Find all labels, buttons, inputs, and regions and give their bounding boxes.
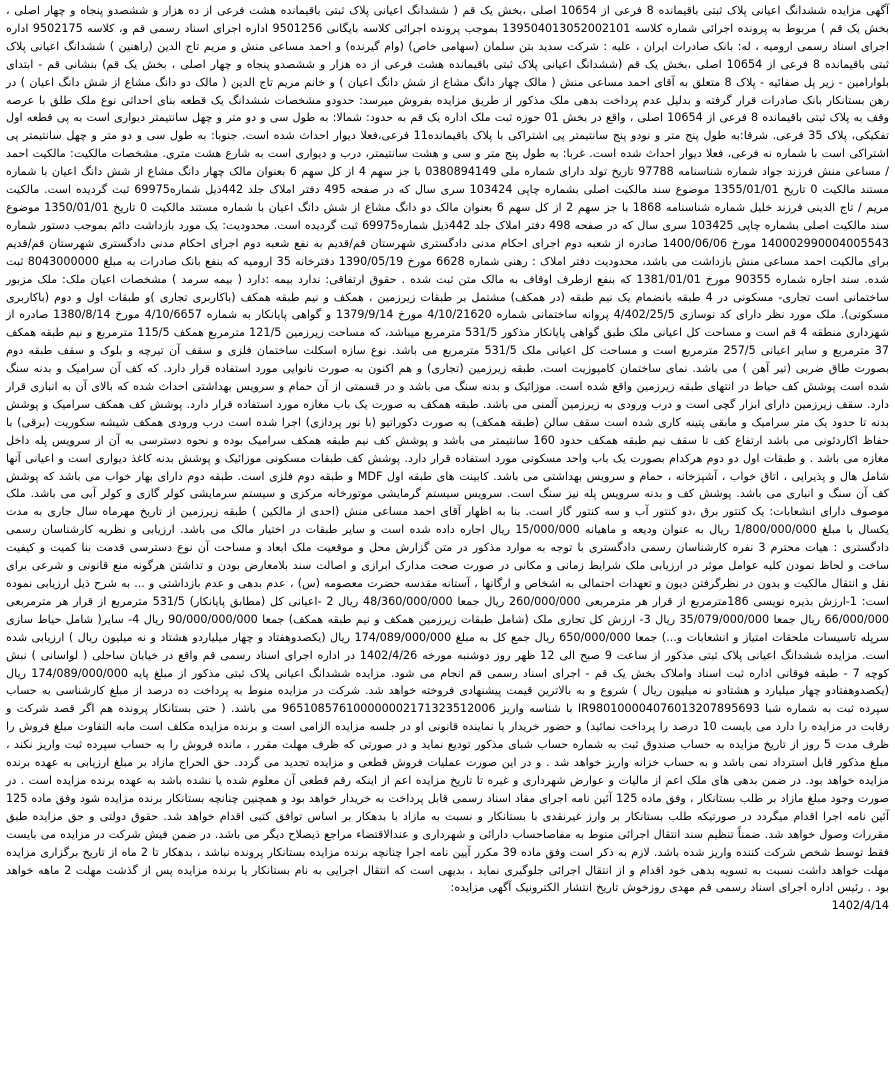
auction-notice [6, 2, 889, 1069]
notice-body-text: آگهی مزایده ششدانگ اعیانی پلاک ثبتی باقیمانده 8 فرعی از 10654 اصلی ،بخش یک قم ( ششدانگ اعیانی پلاک ثبتی باقیمانده هشت فرعی از ده هزار و ششصدو پنجاه و چهار اصلی ، بخش یک قم ) مربوط به پرونده اجرائی شماره کلاسه 139504013052002101 بموجب پرونده اجرائی کلاسه بایگانی 9501256 اداره اجرای اسناد رسمی قم و، کلاسه 9502175 اداره اجرای اسناد رسمی ارومیه ، له: بانک صادرات ایران ، علیه : شرکت سدید بتن سلمان (سهامی خاص) (وام گیرنده) و احمد مساعی منش و مریم تاج الدین (راهنین ) ششدانگ اعیانی پلاک ثبتی باقیمانده 8 فرعی از 10654 اصلی ،بخش یک قم (ششدانگ اعیانی پلاک ثبتی باقیمانده هشت فرعی از ده هزار و ششصدو پنجاه و چهار اصلی ، بخش یک قم) بنشانی قم - ابتدای بلوارامین - زیر پل صفائیه - پلاک 8 متعلق به آقای احمد مساعی منش ( مالک چهار دانگ مشاع از شش دانگ اعیان ) و خانم مریم تاج الدین ( مالک دو دانگ مشاع از شش دانگ اعیان ) در رهن بستانکار بانک صادرات قرار گرفته و بدلیل عدم پرداخت بدهی ملک مذکور از طریق مزایده بفروش میرسد: حدودو مشخصات ششدانگ یک قطعه بنای احداثی نوع ملک طلق با عرصه وقف به پلاک ثبتی باقیمانده 8 فرعی از 10654 اصلی ، واقع در بخش 01 حوزه ثبت ملک اداره یک قم به حدود: شمالا: به طول سی و دو متر و چهل سانتیمتر دیواری است به پی قطعه اول تفکیکی، پلاک 35 فرعی. شرقا:به طول پنج متر و نودو پنج سانتیمتر پی اشتراکی با پلاک باقیمانده11 فرعی،فعلا دیوار احداث شده است. جنوبا: به طول سی و دو متر و چهل سانتیمتر پی اشتراکی است با شماره نه فرعی، فعلا دیوار احداث شده است. غربا: به طول پنج متر و سی و هشت سانتیمتر، درب و دیواری است به شارع هشت متری. مشخصات مالکیت: مالکیت احمد / مساعی منش فرزند جواد شماره شناسنامه 97788 تاریخ تولد دارای شماره ملی 0380894149 با جز سهم 4 از کل سهم 6 بعنوان مالک چهار دانگ مشاع از شش دانگ اعیان با شماره مستند مالکیت 0 تاریخ 1355/01/01 موضوع سند مالکیت اصلی بشماره چاپی 103424 سری سال که در صفحه 495 دفتر املاک جلد 442ذیل شماره69975 ثبت گردیده است. مالکیت مریم / تاج الدینی فرزند خلیل شماره شناسنامه 1868 با جز سهم 2 از کل سهم 6 بعنوان مالک دو دانگ مشاع از شش دانگ اعیان با شماره مستند مالکیت 0 تاریخ 1350/01/01 موضوع سند مالکیت اصلی بشماره چاپی 103425 سری سال که در صفحه 498 دفتر املاک جلد 442ذیل شماره69975 ثبت گردیده است. محدودیت: یک مورد بازداشت دائم بموجب دستور شماره 140002990004005543 مورخ 1400/06/06 صادره از شعبه دوم اجرای احکام مدنی دادگستری شهرستان قم/قدیم به نفع شعبه دوم اجرای احکام مدنی دادگستری شهرستان قم/قدیم برای مالکیت احمد مساعی منش بازداشت می باشد، محدودیت دفتر املاک : رهنی شماره 6628 مورخ 1390/05/19 دفترخانه 35 ارومیه که بنفع بانک صادرات به مبلغ 8043000000 ثبت شده. سند اجاره شماره 90355 مورخ 1381/01/01 که بنفع ازطرف اوقاف به مالک متن ثبت شده . حقوق ارتفاقی: ندارد بیمه :دارد ( بیمه سرمد ) مشخصات اعیان ملک: ملک مزبور ساختمانی است تجاری- مسکونی در 4 طبقه بانضمام یک نیم طبقه (در همکف) مشتمل بر طبقات زیرزمین ، همکف و نیم طبقه همکف (باکاربری تجاری )و طبقات اول و دوم (باکاربری مسکونی). ملک مورد نظر دارای کد نوسازی 4/402/25/5 پروانه ساختمانی شماره 4/10/21620 مورخ 1379/9/14 و گواهی پایانکار به شماره 4/10/6657 مورخ 1380/8/14 صادره از شهرداری منطقه 4 قم است و مساحت کل اعیانی ملک طبق گواهی پایانکار مذکور 531/5 مترمربع میباشد، که مساحت زیرزمین 121/5 مترمربع همکف 115/5 مترمربع و نیم طبقه همکف 37 مترمربع و سایر اعیانی 257/5 مترمربع است و مساحت کل اعیانی ملک 531/5 مترمربع می باشد. نوع سازه اسکلت ساختمان فلزی و سقف آن تیرچه و بلوک و سقف طبقه دوم بصورت طاق ضربی (تیر آهن ) می باشد. نمای ساختمان کامپوزیت است. طبقه زیرزمین (تجاری) و هم اکنون به صورت نانوایی مورد استفاده قرار دارد. که کف آن سرامیک و بدنه سنگ شده است پوشش کف حیاط در انتهای طبقه زیرزمین واقع شده است. موزائیک و بدنه سنگ می باشد و در قسمتی از آن حمام و سرویس بهداشتی احداث شده که بالای آن به انباری قرار دارد. سقف زیرزمین دارای ابزار گچی است و درب ورودی به زیرزمین آلمنی می باشد. طبقه همکف به صورت یک باب مغازه مورد استفاده قرار دارد. پوشش کف همکف سرامیک و پوشش بدنه تا حدود یک متر سرامیک و مابقی پتینه کاری شده است سقف سالن (طبقه همکف) به صورت دکوراتیو (با نور پردازی) اجرا شده است درب ورودی همکف شیشه سکوریت (برقی) با حفاظ اکاردئونی می باشد ارتفاع کف تا سقف نیم طبقه همکف حدود 160 سانتیمتر می باشد و پوشش کف نیم طبقه همکف سرامیک بوده و نحوه دسترسی به آن از سرویس پله داخل مغازه می باشد . و طبقات اول دو دوم هرکدام بصورت یک باب واحد مسکونی مورد استفاده قرار دارد. پوشش کف طبقات مسکونی موزائیک و پوشش بدنه کاغذ دیواری است و اعیانی آنها شامل هال و پذیرایی ، اتاق خواب ، آشپزخانه ، حمام و سرویس بهداشتی می باشد. کابینت های طبقه اول MDF و طبقه دوم فلزی است. طبقه دوم دارای بهار خواب می باشد که پوشش کف آن سنگ و انباری می باشد. پوشش کف و بدنه سرویس پله نیز سنگ است. سرویس سیستم گرمایشی موتورخانه مرکزی و سیستم سرمایشی کولر گازی و کولر آبی می باشد. ملک موصوف دارای انشعابات: یک کنتور برق ،دو کنتور آب و سه کنتور گاز است. بنا به اظهار آقای احمد مساعی منش (احدی از مالکین ) طبقه زیرزمین از تاریخ مهرماه سال جاری به مدت یکسال با مبلغ 1/800/000/000 ریال به عنوان ودیعه و ماهیانه 15/000/000 ریال اجاره داده شده است و سایر طبقات در اختیار مالک می باشد. ارزیابی و نظریه کارشناسان رسمی دادگستری : هیات محترم 3 نفره کارشناسان رسمی دادگستری با توجه به موارد مذکور در متن گزارش محل و موقعیت ملک ابعاد و مساحت آن نوع دسترسی قدمت بنا کمیت و کیفیت ساخت و لحاظ نمودن کلیه عوامل موثر در ارزیابی ملک شرایط زمانی و مکانی در صورت صحت مدارک ابرازی و اصالت سند بلامعارض بودن و تداشتن هرگونه منع قانونی و شرعی برای نقل و انتقال مالکیت و بدون در نظرگرفتن دیون و تعهدات احتمالی به اشخاص و ارگانها ، آستانه مقدسه حضرت معصومه (س) ، عدم بدهی و عدم بازداشتی و ... به شرح ذیل ارزیابی نموده است: 1-ارزش بذیره نویسی 186مترمربع از قرار هر مترمربعی 260/000/000 ریال جمعا 48/360/000/000 ریال 2 -اعیانی کل (مطابق پایانکار) 531/5 مترمربع از قرار هر مترمربعی 66/000/000 ریال جمعا 35/079/000/000 ریال 3- ارزش کل تجاری ملک (شامل طبقات زیرزمین همکف و نیم طبقه همکف) جمعا 90/000/000/000 ریال 4- سایر( شامل حیاط سازی سرپله تاسیسات ملحقات امتیاز و انشعابات و...) جمعا 650/000/000 ریال جمع کل به مبلغ 174/089/000/000 ریال (یکصدوهفتاد و چهار میلیاردو هشتاد و نه میلیون ریال ) ارزیابی شده است. مزایده ششدانگ اعیانی پلاک ثبتی مذکور از ساعت 9 صبح الی 12 ظهر روز دوشنبه مورخه 1402/4/26 در اداره اجرای اسناد رسمی قم واقع در خیابان ساحلی ( لواسانی ) نبش کوچه 7 - طبقه فوقانی اداره ثبت اسناد واملاک بخش یک قم - اجرای اسناد رسمی قم انجام می شود. مزایده ششدانگ اعیانی پلاک ثبتی مذکور از مبلغ پایه 174/089/000/000 ریال (یکصدوهفتادو چهار میلیارد و هشتادو نه میلیون ریال ) شروع و به بالاترین قیمت پیشنهادی فروخته خواهد شد. شرکت در مزایده منوط به پرداخت ده درصد از مبلغ کارشناسی به حساب سپرده ثبت به شماره شبا IR980100004076013207895693 با شناسه واریز 965108576100000002171323512006 می باشد. ( حتی بستانکار پرونده هم اگر قصد شرکت و رقابت در مزایده را دارد می بایست 10 درصد را پرداخت نمائید) و حضور خریدار یا نماینده قانونی او در جلسه مزایده الزامی است و برنده مزایده مکلف است مابه التفاوت مبلغ فروش را ظرف مدت 5 روز از تاریخ مزایده به حساب صندوق ثبت به شماره حساب شبای مذکور تودیع نماید و در صورتی که ظرف مهلت مقرر ، مانده فروش را به حساب سپرده ثبت واریز نکند ، مبلغ مذکور قابل استرداد نمی باشد و به حساب خزانه واریز خواهد شد . و در این صورت عملیات فروش قطعی و مزایده تجدید می گردد. حق الحراج مازاد بر مبلغ ارزیابی به عهده برنده مزایده خواهد بود. در ضمن بدهی های ملک اعم از مالیات و عوارض شهرداری و غیره تا تاریخ مزایده اعم از اینکه رقم قطعی آن معلوم شده یا نشده باشد به عهده برنده مزایده است . در صورت وجود مبلغ مازاد بر طلب بستانکار ، وفق ماده 125 آئین نامه اجرای مفاد اسناد رسمی قابل پرداخت به خریدار خواهد بود و همچنین چنانچه بستانکار برنده مزایده شود وفق ماده 125 آئین نامه اجرا اقدام میگردد در صورتیکه طلب بستانکار بر وارز غیرنقدی با بستانکار و نسبت به مازاد با بدهکار بر اساس توافق کتبی اقدام خواهد شد. حقوق دولتی و حق مزایده طبق مقررات وصول خواهد شد. ضمناً تنظیم سند انتقال اجرائی منوط به مفاصاحساب دارائی و شهرداری و عندالاقتضاء مراجع ذیصلاح دیگر می باشد. در ضمن فیش شرکت در مزایده می بایست فقط توسط شخص شرکت کننده واریز شده باشد. لازم به ذکر است وفق ماده 39 مکرر آیین نامه اجرا چنانچه برنده مزایده بستانکار پرونده نباشد ، بدهکار تا 2 ماه از تاریخ برگزاری مزایده مهلت خواهد داشت نسبت به تسویه بدهی خود اقدام و از انتقال اجرائی جلوگیری نماید ، بدیهی است که انتقال اجرایی به نام بستانکار یا برنده مزایده پس از گذشت مهلت 2 ماهه خواهد بود . رئیس اداره اجرای اسناد رسمی قم مهدی روزخوش تاریخ انتشار الکترونیک آگهی مزایده: [6, 4, 890, 895]
publish-date: 1402/4/14 [831, 899, 889, 913]
